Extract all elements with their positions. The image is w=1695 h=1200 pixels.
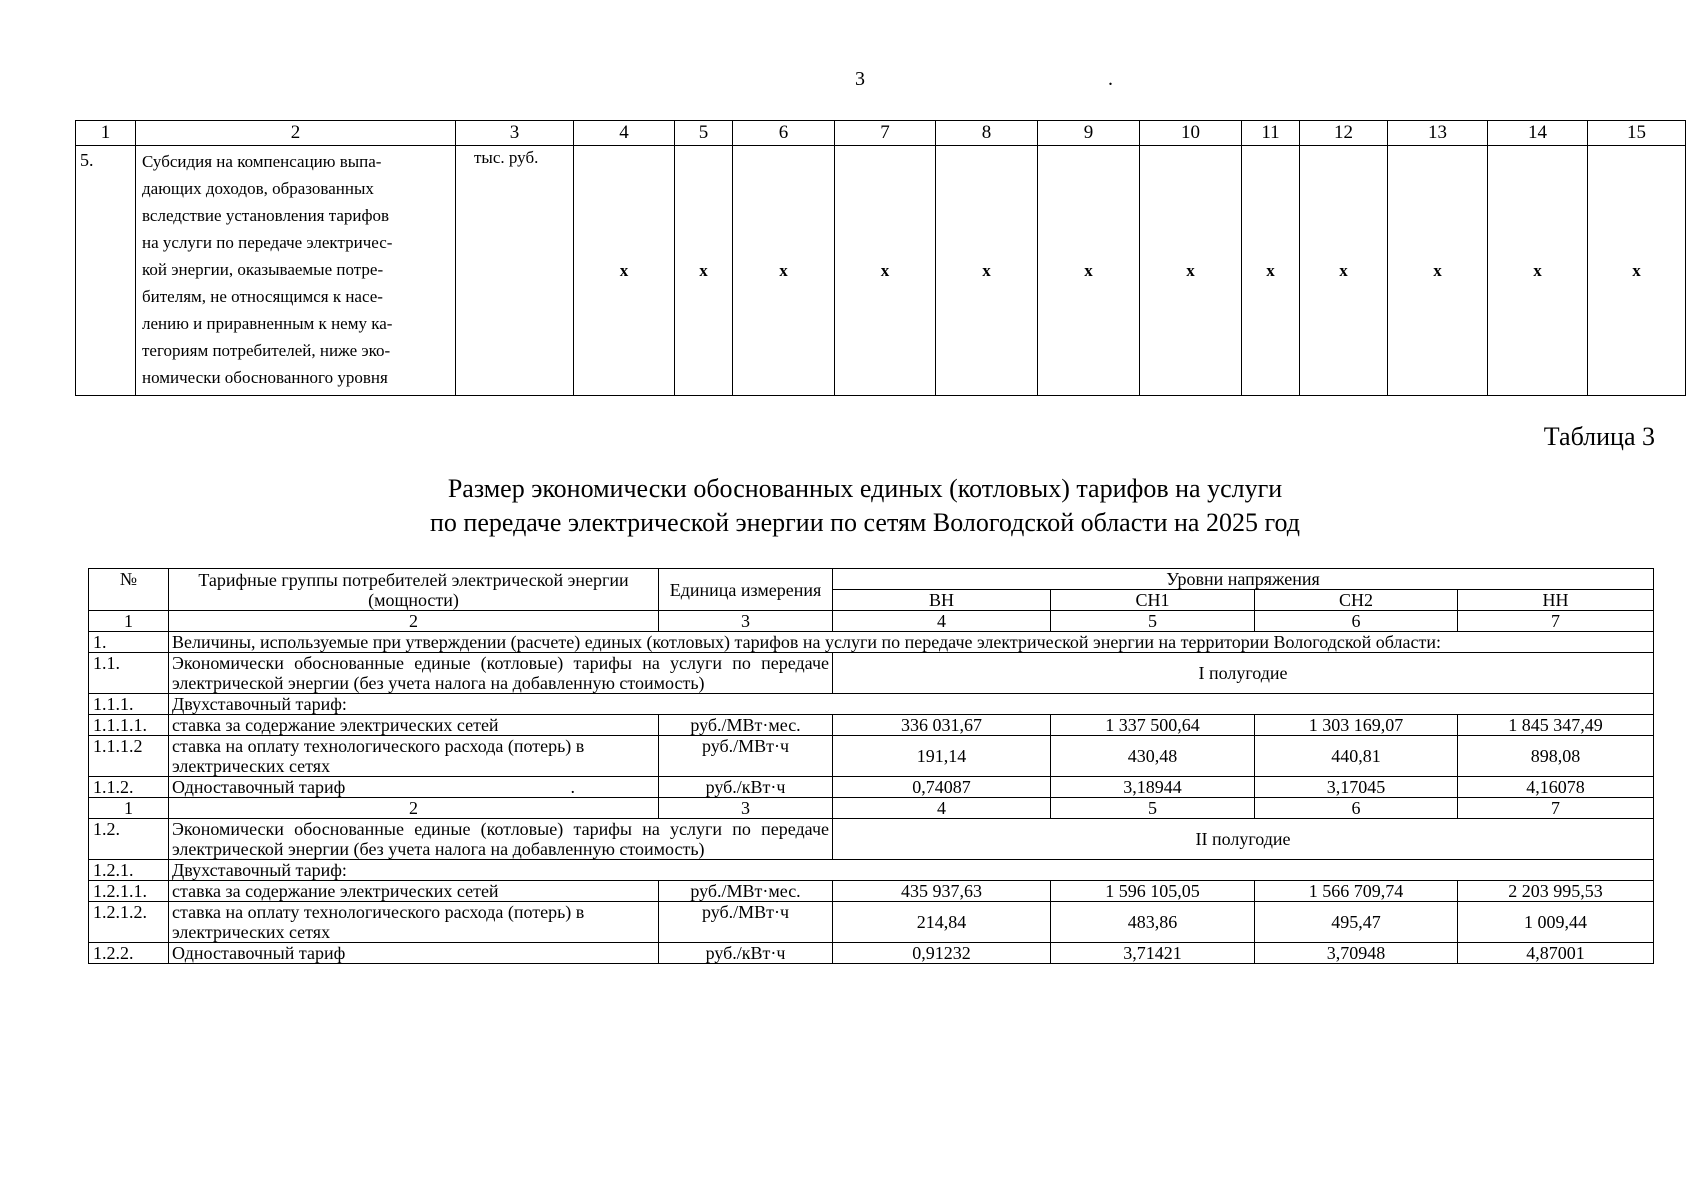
- col-number: 5: [1051, 611, 1255, 632]
- section-text: Величины, используемые при утверждении (расчете) единых (котловых) тарифов на услуги по передаче электрической энергии на территории Вологодской области:: [169, 632, 1654, 653]
- value-cell: 435 937,63: [833, 881, 1051, 902]
- row-description: [136, 146, 456, 396]
- table-row: [76, 146, 1686, 396]
- row-unit: руб./МВт·мес.: [659, 881, 833, 902]
- value-cell: 3,17045: [1255, 777, 1458, 798]
- value-cell: 1 303 169,07: [1255, 715, 1458, 736]
- table-row: [89, 653, 1654, 694]
- row-number: 1.2.1.1.: [89, 881, 169, 902]
- row-unit: руб./МВт·мес.: [659, 715, 833, 736]
- table-cell: x: [574, 146, 675, 396]
- value-cell: 1 596 105,05: [1051, 881, 1255, 902]
- value-cell: 3,18944: [1051, 777, 1255, 798]
- row-number: 1.1.1.2: [89, 736, 169, 777]
- row-number: 1.2.: [89, 819, 169, 860]
- value-cell: 483,86: [1051, 902, 1255, 943]
- header-unit: Единица измерения: [659, 569, 833, 611]
- row-number: 1.: [89, 632, 169, 653]
- desc-line: дающих доходов, образованных: [142, 179, 374, 198]
- value-cell: 336 031,67: [833, 715, 1051, 736]
- row-number: 1.1.2.: [89, 777, 169, 798]
- table-cell: x: [1588, 146, 1686, 396]
- table-row: [89, 860, 1654, 881]
- column-number-row: [89, 798, 1654, 819]
- table-row: [89, 881, 1654, 902]
- col-number: 12: [1300, 121, 1388, 146]
- value-cell: 1 566 709,74: [1255, 881, 1458, 902]
- table-cell: x: [1242, 146, 1300, 396]
- col-number: 3: [456, 121, 574, 146]
- row-description: ставка за содержание электрических сетей: [169, 881, 659, 902]
- table-cell: x: [1038, 146, 1140, 396]
- value-cell: 495,47: [1255, 902, 1458, 943]
- header-row: [89, 569, 1654, 590]
- table-cell: x: [733, 146, 835, 396]
- table-cell: x: [835, 146, 936, 396]
- row-number: 1.2.2.: [89, 943, 169, 964]
- row-number: 5.: [76, 146, 136, 396]
- value-cell: 898,08: [1458, 736, 1654, 777]
- value-cell: 1 845 347,49: [1458, 715, 1654, 736]
- desc-line: вследствие установления тарифов: [142, 206, 390, 225]
- value-cell: 2 203 995,53: [1458, 881, 1654, 902]
- table-row: [89, 777, 1654, 798]
- desc-line: кой энергии, оказываемые потре-: [142, 260, 384, 279]
- table-row: [89, 902, 1654, 943]
- value-cell: 214,84: [833, 902, 1051, 943]
- col-number: 1: [89, 611, 169, 632]
- row-number: 1.1.: [89, 653, 169, 694]
- col-number: 4: [574, 121, 675, 146]
- desc-line: бителям, не относящимся к насе-: [142, 287, 383, 306]
- period-label: II полугодие: [833, 819, 1654, 860]
- table-title: [0, 472, 1695, 540]
- section-row: [89, 632, 1654, 653]
- col-number: 3: [659, 611, 833, 632]
- col-number: 8: [936, 121, 1038, 146]
- row-description: Экономически обоснованные единые (котловые) тарифы на услуги по передаче электрической энергии (без учета налога на добавленную стоимость): [169, 819, 833, 860]
- col-number: 6: [733, 121, 835, 146]
- desc-line: Субсидия на компенсацию выпа-: [142, 152, 382, 171]
- col-number: 6: [1255, 611, 1458, 632]
- desc-line: лению и приравненным к нему ка-: [142, 314, 393, 333]
- value-cell: 430,48: [1051, 736, 1255, 777]
- table-cell: x: [1388, 146, 1488, 396]
- header-groups: Тарифные группы потребителей электрической энергии (мощности): [169, 569, 659, 611]
- page-number: 3: [855, 68, 865, 90]
- header-number: №: [89, 569, 169, 611]
- col-number: 5: [1051, 798, 1255, 819]
- desc-line: на услуги по передаче электричес-: [142, 233, 393, 252]
- table-cell: x: [1488, 146, 1588, 396]
- col-number: 10: [1140, 121, 1242, 146]
- col-number: 9: [1038, 121, 1140, 146]
- col-number: 1: [76, 121, 136, 146]
- row-description-text: Одноставочный тариф: [172, 777, 346, 797]
- row-unit: руб./МВт·ч: [659, 736, 833, 777]
- stray-mark: .: [1108, 68, 1113, 90]
- column-number-row: [89, 611, 1654, 632]
- row-unit: руб./кВт·ч: [659, 943, 833, 964]
- col-number: 14: [1488, 121, 1588, 146]
- table-row: [89, 694, 1654, 715]
- col-number: 15: [1588, 121, 1686, 146]
- row-unit: руб./кВт·ч: [659, 777, 833, 798]
- value-cell: 3,71421: [1051, 943, 1255, 964]
- row-description: [169, 777, 659, 798]
- table-cell: x: [1300, 146, 1388, 396]
- col-number: 5: [675, 121, 733, 146]
- row-description: Двухставочный тариф:: [169, 694, 1654, 715]
- value-cell: 0,74087: [833, 777, 1051, 798]
- row-number: 1.1.1.: [89, 694, 169, 715]
- row-description: Экономически обоснованные единые (котловые) тарифы на услуги по передаче электрической энергии (без учета налога на добавленную стоимость): [169, 653, 833, 694]
- col-number: 2: [169, 611, 659, 632]
- col-number: 3: [659, 798, 833, 819]
- row-description: ставка на оплату технологического расхода (потерь) в электрических сетях: [169, 902, 659, 943]
- table-row: [89, 736, 1654, 777]
- col-number: 6: [1255, 798, 1458, 819]
- col-number: 7: [835, 121, 936, 146]
- col-number: 2: [169, 798, 659, 819]
- period-label: I полугодие: [833, 653, 1654, 694]
- row-number: 1.1.1.1.: [89, 715, 169, 736]
- table-row: [89, 715, 1654, 736]
- table-cell: x: [1140, 146, 1242, 396]
- level-name: НН: [1458, 590, 1654, 611]
- level-name: СН2: [1255, 590, 1458, 611]
- value-cell: 191,14: [833, 736, 1051, 777]
- table-cell: x: [936, 146, 1038, 396]
- row-number: 1.2.1.2.: [89, 902, 169, 943]
- desc-line: тегориям потребителей, ниже эко-: [142, 341, 391, 360]
- stray-mark: .: [570, 777, 575, 797]
- title-line: Размер экономически обоснованных единых (котловых) тарифов на услуги: [447, 474, 1283, 503]
- continuation-table: [75, 120, 1686, 396]
- row-number: 1.2.1.: [89, 860, 169, 881]
- value-cell: 3,70948: [1255, 943, 1458, 964]
- table-cell: x: [675, 146, 733, 396]
- value-cell: 0,91232: [833, 943, 1051, 964]
- col-number: 4: [833, 798, 1051, 819]
- table-row: [89, 819, 1654, 860]
- col-number: 7: [1458, 611, 1654, 632]
- row-unit: тыс. руб.: [456, 146, 574, 396]
- value-cell: 1 337 500,64: [1051, 715, 1255, 736]
- col-number: 7: [1458, 798, 1654, 819]
- value-cell: 4,16078: [1458, 777, 1654, 798]
- tariff-table: [88, 568, 1654, 964]
- value-cell: 4,87001: [1458, 943, 1654, 964]
- col-number: 13: [1388, 121, 1488, 146]
- row-unit: руб./МВт·ч: [659, 902, 833, 943]
- row-description: ставка на оплату технологического расхода (потерь) в электрических сетях: [169, 736, 659, 777]
- title-line: по передаче электрической энергии по сетям Вологодской области на 2025 год: [430, 508, 1300, 537]
- row-description: ставка за содержание электрических сетей: [169, 715, 659, 736]
- table-label: Таблица 3: [1543, 422, 1655, 451]
- column-number-row: [76, 121, 1686, 146]
- level-name: ВН: [833, 590, 1051, 611]
- level-name: СН1: [1051, 590, 1255, 611]
- row-description: Двухставочный тариф:: [169, 860, 1654, 881]
- col-number: 1: [89, 798, 169, 819]
- desc-line: номически обоснованного уровня: [142, 368, 388, 387]
- col-number: 4: [833, 611, 1051, 632]
- value-cell: 440,81: [1255, 736, 1458, 777]
- col-number: 2: [136, 121, 456, 146]
- header-levels: Уровни напряжения: [833, 569, 1654, 590]
- table-row: [89, 943, 1654, 964]
- row-description: Одноставочный тариф: [169, 943, 659, 964]
- value-cell: 1 009,44: [1458, 902, 1654, 943]
- col-number: 11: [1242, 121, 1300, 146]
